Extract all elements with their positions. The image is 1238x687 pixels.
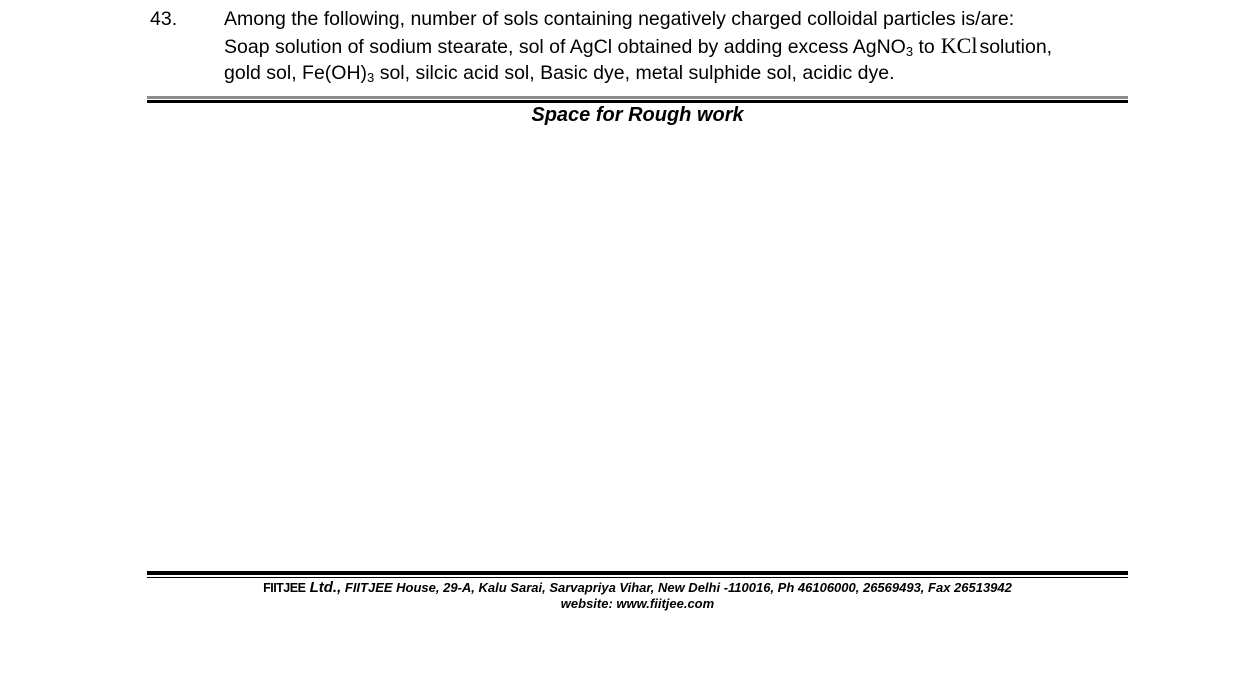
agno3-subscript: 3 xyxy=(905,43,914,59)
question-line-2-part-3: solution, xyxy=(979,35,1053,58)
feoh3-subscript: 3 xyxy=(367,70,375,85)
footer-double-rule xyxy=(147,571,1128,578)
footer-website: website: www.fiitjee.com xyxy=(560,596,715,611)
question-line-3-part-1: gold sol, Fe(OH) xyxy=(224,62,368,84)
kcl-formula: KCl xyxy=(940,32,978,58)
rough-work-title: Space for Rough work xyxy=(531,104,744,126)
question-text xyxy=(224,6,1134,87)
footer-ltd: Ltd., xyxy=(305,579,342,596)
question-line-1: Among the following, number of sols containing negatively charged colloidal particles is/are: xyxy=(224,8,1015,30)
question-line-2-part-1: Soap solution of sodium stearate, sol of AgCl obtained by adding excess AgNO xyxy=(224,35,906,58)
question-line-2-part-2: to xyxy=(913,35,935,58)
question-line-3 xyxy=(224,60,1134,87)
question-number: 43. xyxy=(150,8,178,30)
rough-work-area xyxy=(147,132,1128,568)
top-double-rule xyxy=(147,96,1128,103)
question-line-2 xyxy=(224,33,1134,61)
question-line-3-part-2: sol, silcic acid sol, Basic dye, metal sulphide sol, acidic dye. xyxy=(374,62,895,84)
footer xyxy=(147,580,1128,611)
footer-address: FIITJEE House, 29-A, Kalu Sarai, Sarvapriya Vihar, New Delhi -110016, Ph 46106000, 26569493, Fax 26513942 xyxy=(341,580,1012,595)
fiitjee-brand: FIITJEE xyxy=(263,581,306,595)
